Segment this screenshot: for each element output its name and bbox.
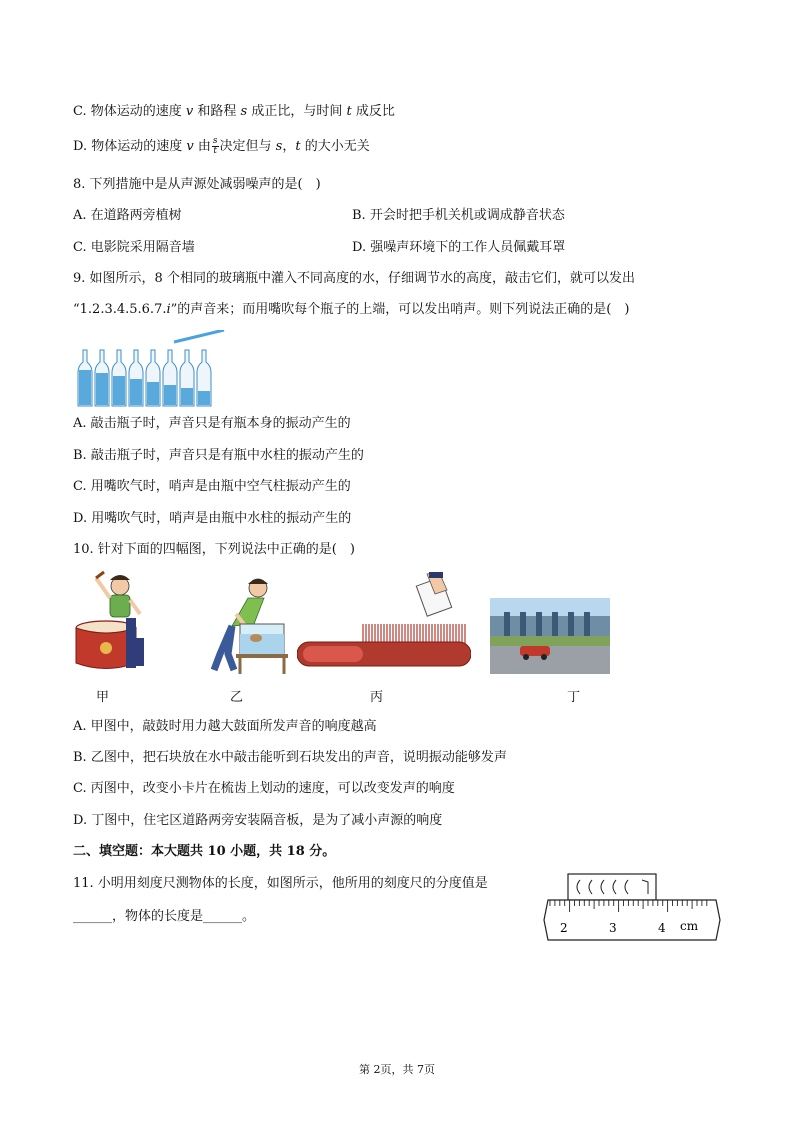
comb-teeth (363, 624, 465, 644)
fig-label-yi: 乙 (230, 690, 244, 705)
q9-option-b: B. 敲击瓶子时，声音只是有瓶中水柱的振动产生的 (73, 448, 364, 463)
q10-option-d: D. 丁图中，住宅区道路两旁安装隔音板，是为了减小声源的响度 (73, 813, 443, 828)
bottle-water (164, 385, 176, 405)
q9-stem-line2: “1.2.3.4.5.6.7.i”的声音来；而用嘴吹每个瓶子的上端，可以发出哨声。则下列说法正确的是( ) (73, 302, 630, 317)
bottle-water (96, 373, 108, 405)
q10-option-b: B. 乙图中，把石块放在水中敲击能听到石块发出的声音，说明振动能够发声 (73, 750, 507, 765)
q8-option-b: B. 开会时把手机关机或调成静音状态 (352, 208, 565, 223)
q7-option-d: D. 物体运动的速度 v 由 $\frac{s}{t}$ 决定但与 s，t 的大小无关 (73, 136, 370, 156)
q8-option-d: D. 强噪声环境下的工作人员佩戴耳罩 (352, 240, 566, 255)
bottle-water (130, 379, 142, 405)
comb-figure (297, 572, 471, 672)
fraction-s-over-t: $\frac{s}{t}$ (212, 136, 218, 156)
q8-option-a: A. 在道路两旁植树 (73, 208, 182, 223)
answer-blank-2[interactable]: ______ (203, 909, 243, 924)
q9-option-d: D. 用嘴吹气时，哨声是由瓶中水柱的振动产生的 (73, 511, 352, 526)
sound-barrier-figure (490, 598, 610, 674)
q11-stem-line1: 11. 小明用刻度尺测物体的长度，如图所示，他所用的刻度尺的分度值是 (73, 876, 488, 891)
bottle-water (198, 391, 210, 405)
bottles-group (78, 350, 211, 406)
fig-label-ding: 丁 (567, 690, 581, 705)
bottle-water (181, 388, 193, 405)
bottle-water (113, 376, 125, 405)
q10-stem: 10. 针对下面的四幅图，下列说法中正确的是( ) (73, 542, 355, 557)
q11-stem-line2: ______，物体的长度是______。 (73, 909, 256, 924)
fig-label-jia: 甲 (96, 690, 110, 705)
bottle-water (79, 370, 91, 405)
measured-object (568, 874, 656, 900)
bottles-figure (74, 330, 234, 408)
ruler-unit: cm (680, 919, 699, 933)
fig-label-bing: 丙 (370, 690, 384, 705)
striking-stick (174, 330, 224, 342)
section-2-title: 二、填空题：本大题共 10 小题，共 18 分。 (73, 844, 336, 859)
ruler-figure (540, 868, 722, 942)
bottle-water (147, 382, 159, 405)
ruler-label-4: 4 (658, 921, 666, 935)
q9-option-a: A. 敲击瓶子时，声音只是有瓶本身的振动产生的 (73, 416, 351, 431)
q10-option-a: A. 甲图中，敲鼓时用力越大鼓面所发声音的响度越高 (73, 719, 377, 734)
q8-stem: 8. 下列措施中是从声源处减弱噪声的是( ) (73, 177, 321, 192)
q10-option-c: C. 丙图中，改变小卡片在梳齿上划动的速度，可以改变发声的响度 (73, 781, 455, 796)
q9-stem-line1: 9. 如图所示，8 个相同的玻璃瓶中灌入不同高度的水，仔细调节水的高度，敲击它们，就可以发出 (73, 271, 635, 286)
page-footer: 第 2页，共 7页 (359, 1063, 435, 1076)
q9-option-c: C. 用嘴吹气时，哨声是由瓶中空气柱振动产生的 (73, 479, 351, 494)
q7-option-c: C. 物体运动的速度 v 和路程 s 成正比，与时间 t 成反比 (73, 104, 395, 119)
ruler-label-2: 2 (560, 921, 568, 935)
water-tank-figure (178, 574, 290, 674)
drum-figure (74, 568, 150, 678)
answer-blank-1[interactable]: ______ (73, 909, 112, 924)
ruler-label-3: 3 (609, 921, 617, 935)
q8-option-c: C. 电影院采用隔音墙 (73, 240, 195, 255)
